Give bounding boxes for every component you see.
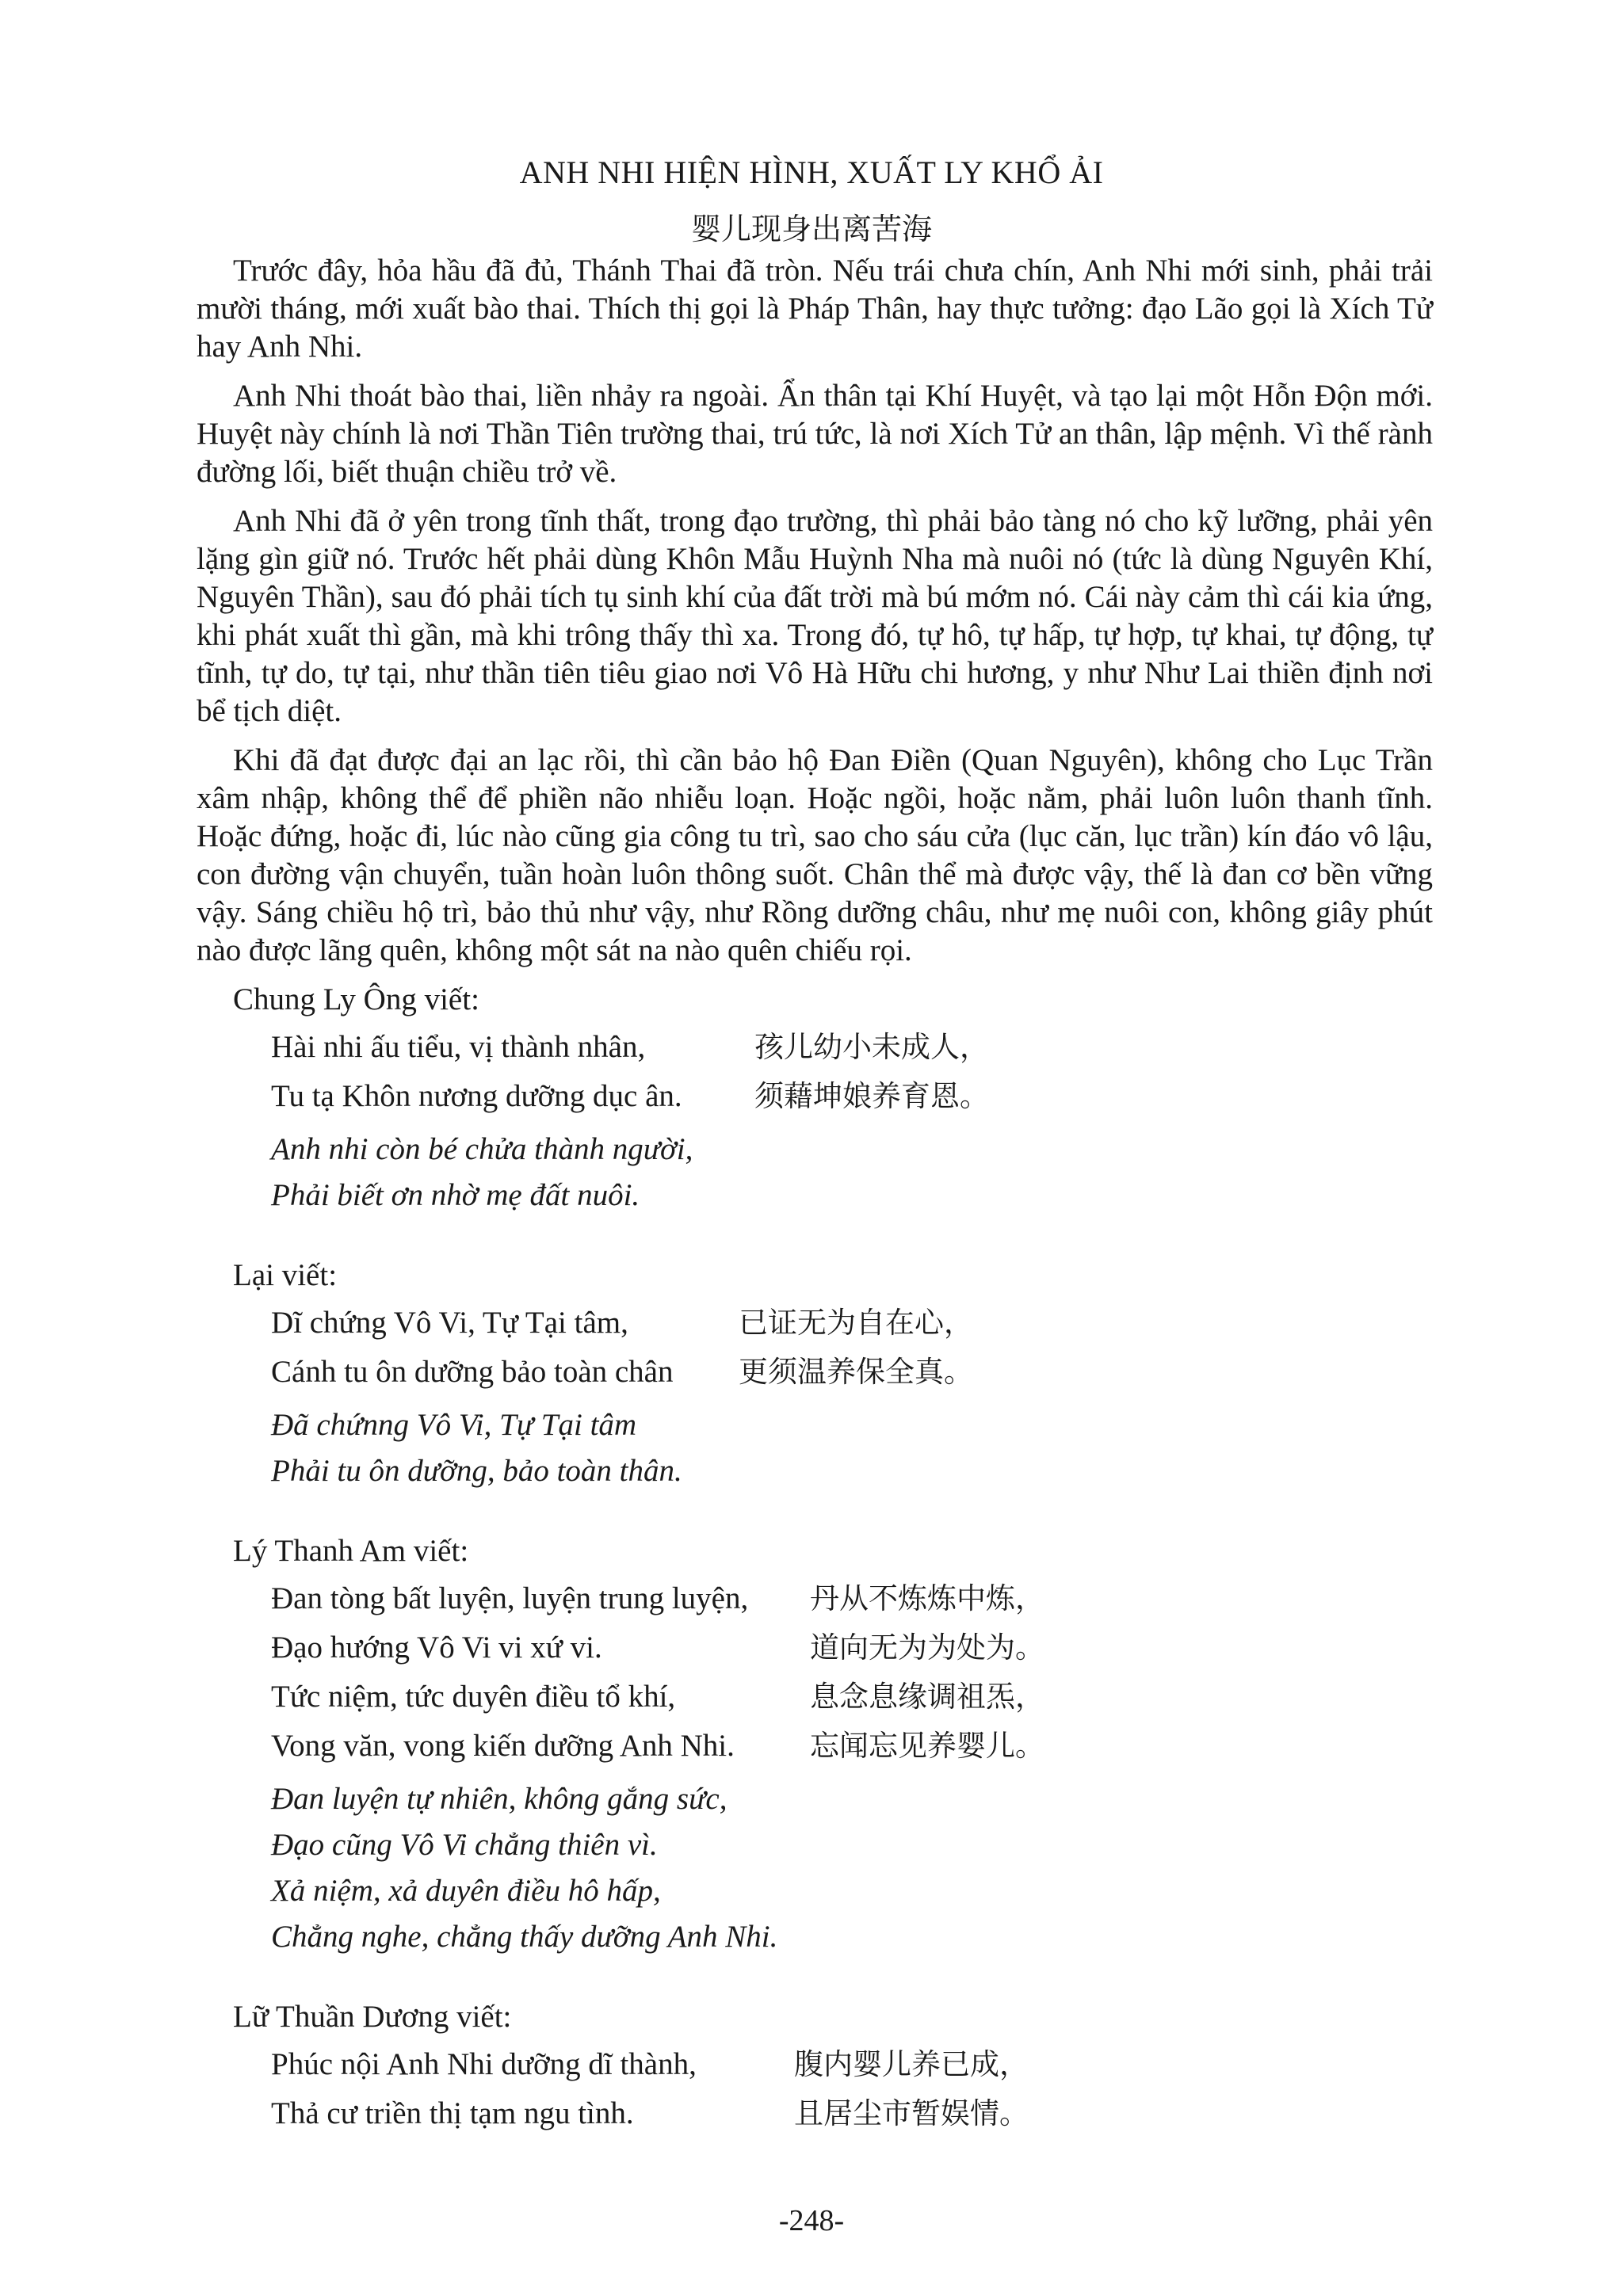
poem-line-vietnamese: Đạo hướng Vô Vi vi xứ vi. [271,1630,602,1665]
poem-line [271,1678,1433,1727]
poem-line-chinese: 且居尘市暂娱情。 [794,2096,1029,2130]
paragraph: Anh Nhi đã ở yên trong tĩnh thất, trong đạo trường, thì phải bảo tàng nó cho kỹ lưỡng, phải yên lặng gìn giữ nó. Trước hết phải dùng Khôn Mẫu Huỳnh Nha mà nuôi nó (tức là dùng Nguyên Khí, Nguyên Thần), sau đó phải tích tụ sinh khí của đất trời mà bú mớm nó. Cái này cảm thì cái kia ứng, khi phát xuất thì gần, mà khi trông thấy thì xa. Trong đó, tự hô, tự hấp, tự hợp, tự khai, tự động, tự tĩnh, tự do, tự tại, như thần tiên tiêu giao nơi Vô Hà Hữu chi hương, y như Như Lai thiền định nơi bể tịch diệt. [197,504,1433,728]
poem-translation-line: Đan luyện tự nhiên, không gắng sức, [271,1782,727,1816]
poem-line-vietnamese: Cánh tu ôn dưỡng bảo toàn chân [271,1355,674,1389]
poem-line [271,1580,1433,1629]
poem-line [271,1304,1433,1353]
poem-line [271,1727,1433,1776]
poem-line-chinese: 息念息缘调祖炁， [810,1680,1044,1714]
poem-line [271,2095,1433,2144]
paragraph: Trước đây, hỏa hầu đã đủ, Thánh Thai đã tròn. Nếu trái chưa chín, Anh Nhi mới sinh, phải trải mười tháng, mới xuất bào thai. Thích thị gọi là Pháp Thân, hay thực tưởng: đạo Lão gọi là Xích Tử hay Anh Nhi. [197,254,1433,364]
page-title: ANH NHI HIỆN HÌNH, XUẤT LY KHỔ ẢI [519,154,1104,190]
paragraph: Anh Nhi thoát bào thai, liền nhảy ra ngoài. Ẩn thân tại Khí Huyệt, và tạo lại một Hỗn Độn mới. Huyệt này chính là nơi Thần Tiên trường thai, trú tức, là nơi Xích Tử an thân, lập mệnh. Vì thế rành đường lối, biết thuận chiều trở về. [197,379,1433,489]
poem-author: Chung Ly Ông viết: [233,982,479,1016]
poem-block [271,2046,1433,2144]
poem-line-chinese: 腹内婴儿养已成， [794,2047,1029,2081]
poem-line-vietnamese: Thả cư triền thị tạm ngu tình. [271,2096,634,2130]
poem-block [271,1028,1433,1219]
poem-translation-line: Anh nhi còn bé chửa thành người, [271,1132,693,1166]
document-body [197,252,1433,2144]
poem-translation-line: Phải biết ơn nhờ mẹ đất nuôi. [271,1178,640,1212]
poem-line [271,1077,1433,1127]
paragraph: Khi đã đạt được đại an lạc rồi, thì cần bảo hộ Đan Điền (Quan Nguyên), không cho Lục Trần xâm nhập, không thể để phiền não nhiễu loạn. Hoặc ngồi, hoặc nằm, phải luôn luôn thanh tĩnh. Hoặc đứng, hoặc đi, lúc nào cũng gia công tu trì, sao cho sáu cửa (lục căn, lục trần) kín đáo vô lậu, con đường vận chuyển, tuần hoàn luôn thông suốt. Chân thể mà được vậy, thế là đan cơ bền vững vậy. Sáng chiều hộ trì, bảo thủ như vậy, như Rồng dưỡng châu, như mẹ nuôi con, không giây phút nào được lãng quên, không một sát na nào quên chiếu rọi. [197,743,1433,967]
poem-line [271,1629,1433,1678]
poem-translation-line: Xả niệm, xả duyên điều hô hấp, [271,1874,661,1908]
poem-line-vietnamese: Phúc nội Anh Nhi dưỡng dĩ thành, [271,2047,697,2081]
poem-line-chinese: 孩儿幼小未成人， [754,1030,989,1064]
poem-line-vietnamese: Dĩ chứng Vô Vi, Tự Tại tâm, [271,1306,628,1340]
poem-line-vietnamese: Tu tạ Khôn nương dưỡng dục ân. [271,1079,682,1113]
poem-line-chinese: 已证无为自在心， [739,1306,973,1340]
poem-block [271,1580,1433,1960]
poem-translation-line: Chẳng nghe, chẳng thấy dưỡng Anh Nhi. [271,1920,778,1954]
poem-line-chinese: 忘闻忘见养婴儿。 [810,1729,1044,1763]
poem-line [271,2046,1433,2095]
poem-line-chinese: 丹从不炼炼中炼， [810,1581,1044,1615]
poem-author: Lý Thanh Am viết: [233,1534,469,1568]
poem-block [271,1304,1433,1494]
poem-author: Lữ Thuần Dương viết: [233,2000,512,2034]
poem-translation-line: Phải tu ôn dưỡng, bảo toàn thân. [271,1454,682,1488]
poem-line [271,1353,1433,1402]
poem-translation-line: Đạo cũng Vô Vi chẳng thiên vì. [271,1828,658,1862]
poem-line-chinese: 道向无为为处为。 [810,1630,1044,1665]
poem-line-vietnamese: Vong văn, vong kiến dưỡng Anh Nhi. [271,1729,735,1763]
poem-translation-line: Đã chứnng Vô Vi, Tự Tại tâm [271,1408,637,1442]
poem-line-vietnamese: Đan tòng bất luyện, luyện trung luyện, [271,1581,749,1615]
poem-line-vietnamese: Tức niệm, tức duyên điều tổ khí, [271,1680,676,1714]
poem-line-chinese: 更须温养保全真。 [739,1355,973,1389]
page-subtitle-chinese: 婴儿现身出离苦海 [690,212,932,246]
poem-line [271,1028,1433,1077]
poem-author: Lại viết: [233,1258,338,1292]
page-number: -248- [778,2204,845,2237]
poem-line-vietnamese: Hài nhi ấu tiểu, vị thành nhân, [271,1030,646,1064]
poem-line-chinese: 须藉坤娘养育恩。 [754,1079,989,1113]
